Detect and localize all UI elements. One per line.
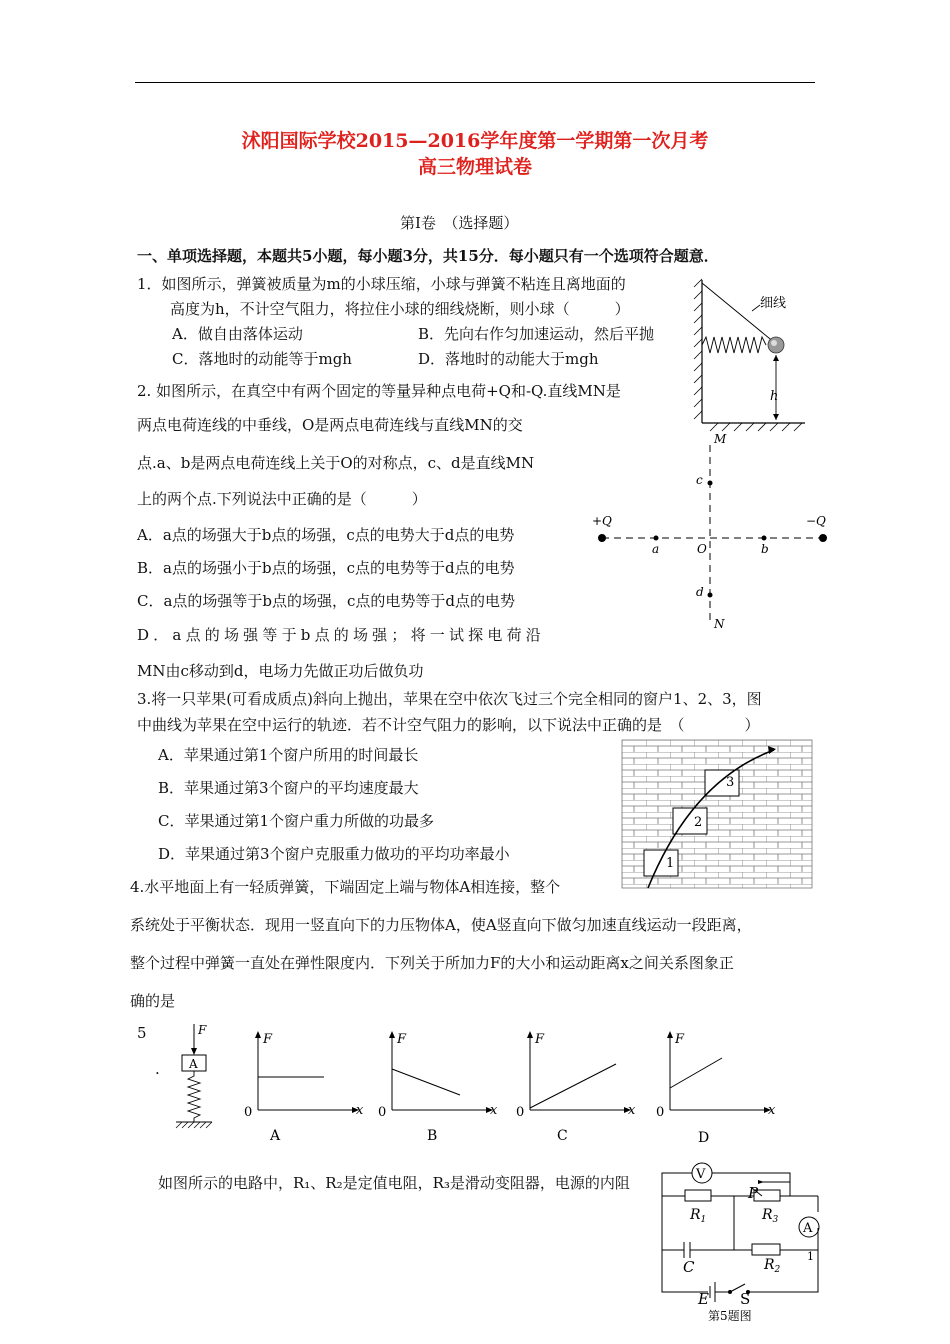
q4-graph-b [372,1028,502,1148]
graph-c-x-label: x [628,1103,636,1118]
q3-option-a: A．苹果通过第1个窗户所用的时间最长 [158,746,419,764]
q3-line1: 3.将一只苹果(可看成质点)斜向上抛出，苹果在空中依次飞过三个完全相同的窗户1、2、3，图 [137,690,762,708]
q5-figure-caption: 第5题图 [708,1309,752,1323]
graph-a-x-label: x [356,1103,364,1118]
q2-label-c: c [696,473,703,487]
q1-line1: 1．如图所示，弹簧被质量为m的小球压缩，小球与弹簧不粘连且离地面的 [137,275,626,293]
q1-option-c: C．落地时的动能等于mgh [172,350,352,368]
q5-c-label: C [683,1258,695,1276]
graph-b-y-label: F [397,1032,407,1047]
q1-line2: 高度为h，不计空气阻力，将拉住小球的细线烧断，则小球（ ） [170,300,630,318]
q4-line2: 系统处于平衡状态．现用一竖直向下的力压物体A，使A竖直向下做匀加速直线运动一段距离， [130,916,752,934]
q1-thread-label: 细线 [760,296,787,311]
graph-a-label: A [270,1128,281,1144]
graph-c-line [530,1064,616,1108]
graph-b-x-label: x [490,1103,498,1118]
q5-ammeter-subscript: 1 [807,1250,814,1263]
graph-d-label: D [698,1130,710,1146]
q4-force-label: F [198,1023,207,1037]
q3-line2: 中曲线为苹果在空中运行的轨迹．若不计空气阻力的影响，以下说法中正确的是 （ ） [137,716,760,734]
q2-label-n: N [714,617,725,631]
graph-d-line [670,1058,722,1088]
q3-option-d: D．苹果通过第3个窗户克服重力做功的平均功率最小 [158,845,510,863]
q5-r2-label: $R_2$ [764,1257,781,1275]
graph-d-origin: 0 [656,1105,665,1120]
graph-c-origin: 0 [516,1105,525,1120]
exam-title: 沭阳国际学校2015—2016学年度第一学期第一次月考 [241,130,709,152]
q3-option-c: C．苹果通过第1个窗户重力所做的功最多 [158,812,435,830]
q2-line1: 2. 如图所示，在真空中有两个固定的等量异种点电荷+Q和-Q.直线MN是 [137,382,621,400]
q1-option-d: D．落地时的动能大于mgh [418,350,599,368]
q5-number: 5 [137,1024,147,1042]
graph-d-x-label: x [768,1103,776,1118]
graph-d-y-label: F [675,1032,685,1047]
q5-line1: 如图所示的电路中，R₁、R₂是定值电阻，R₃是滑动变阻器，电源的内阻 [158,1174,630,1192]
q3-window-3: 3 [726,775,735,790]
q2-label-plus-q: +Q [592,514,612,528]
graph-c-label: C [557,1128,568,1144]
q5-voltmeter-label: V [696,1167,706,1182]
q2-line3: 点.a、b是两点电荷连线上关于O的对称点，c、d是直线MN [137,454,535,472]
q2-label-o: O [697,542,707,556]
q2-charges-figure [590,430,835,630]
q2-label-d: d [696,585,704,599]
q1-h-label: h [770,389,779,404]
q1-spring-figure [690,275,815,435]
q5-r1-label: $R_1$ [690,1207,707,1225]
q4-block-label: A [189,1057,198,1071]
q5-r3-label: $R_3$ [762,1207,779,1225]
q5-p-label: P [748,1184,759,1202]
q3-wall-figure [622,740,817,890]
q4-line3: 整个过程中弹簧一直处在弹性限度内．下列关于所加力F的大小和运动距离x之间关系图象正 [130,954,734,972]
exam-subtitle: 高三物理试卷 [417,156,532,178]
q2-label-minus-q: −Q [806,514,826,528]
q4-line1: 4.水平地面上有一轻质弹簧，下端固定上端与物体A相连接，整个 [130,878,561,896]
q2-label-a: a [652,542,660,556]
q2-option-d: D．a点的场强等于b点的场强；将一试探电荷沿 [137,626,545,644]
q1-option-a: A．做自由落体运动 [172,325,303,343]
q2-option-d-cont: MN由c移动到d，电场力先做正功后做负功 [137,662,424,680]
graph-b-line [392,1069,460,1095]
q2-line2: 两点电荷连线的中垂线，O是两点电荷连线与直线MN的交 [137,416,523,434]
q5-s-label: S [740,1290,751,1308]
q5-circuit-figure [650,1160,830,1344]
q2-line4: 上的两个点.下列说法中正确的是（ ） [137,490,427,508]
q4-line4: 确的是 [130,992,176,1010]
q2-label-m: M [714,432,727,446]
q5-e-label: E [698,1290,709,1308]
q4-spring-figure [172,1020,222,1135]
graph-b-label: B [427,1128,438,1144]
q4-graph-a [238,1028,368,1148]
q2-option-c: C．a点的场强等于b点的场强，c点的电势等于d点的电势 [137,592,516,610]
section-heading: 一、单项选择题，本题共5小题，每小题3分，共15分．每小题只有一个选项符合题意． [137,247,719,265]
q2-option-a: A．a点的场强大于b点的场强，c点的电势大于d点的电势 [137,526,515,544]
graph-b-origin: 0 [378,1105,387,1120]
q2-label-b: b [761,542,769,556]
q4-graph-c [510,1028,640,1148]
q3-window-2: 2 [694,815,703,830]
q5-ammeter-label: A [803,1221,813,1236]
graph-a-origin: 0 [244,1105,253,1120]
graph-c-y-label: F [535,1032,545,1047]
q4-graph-d [650,1028,780,1148]
q5-number-dot: . [155,1060,160,1078]
header-rule [135,82,815,83]
graph-a-y-label: F [263,1032,273,1047]
q3-option-b: B．苹果通过第3个窗户的平均速度最大 [158,779,419,797]
q3-window-1: 1 [666,856,675,871]
q2-option-b: B．a点的场强小于b点的场强，c点的电势等于d点的电势 [137,559,515,577]
part-heading: 第Ⅰ卷 （选择题） [400,214,519,232]
q1-option-b: B．先向右作匀加速运动，然后平抛 [418,325,655,343]
